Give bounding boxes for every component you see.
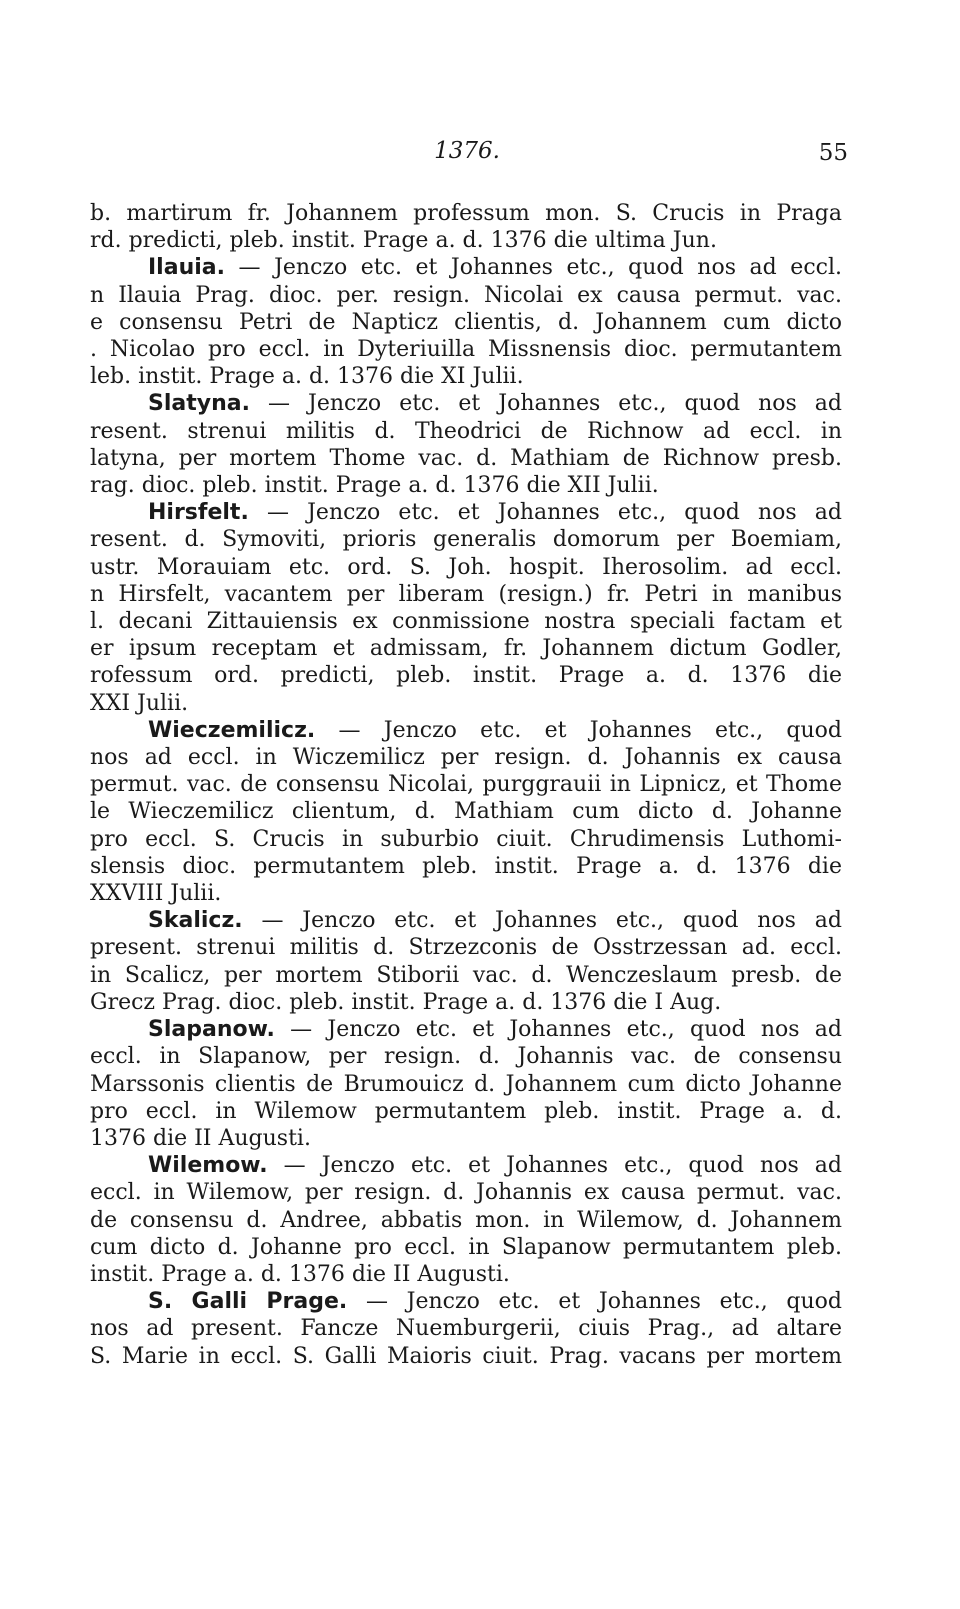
entry-text: — Jenczo etc. et Johannes etc., quod nos ad <box>242 908 842 934</box>
register-entry <box>90 254 842 390</box>
register-entry <box>90 907 842 1016</box>
entry-text: rd. predicti, pleb. instit. Prage a. d. 1376 die ultima Jun. <box>90 228 717 254</box>
text-line <box>90 717 842 744</box>
text-line <box>90 1098 842 1125</box>
register-entry <box>90 499 842 717</box>
entry-heading: Ilauia. <box>148 255 225 281</box>
text-line <box>90 826 842 853</box>
text-line <box>90 1234 842 1261</box>
entry-text: slensis dioc. permutantem pleb. instit. Prage a. d. 1376 die <box>90 853 842 879</box>
text-line <box>90 418 842 445</box>
entry-text: l. decani Zittauiensis ex conmissione nostra speciali factam et <box>90 609 842 635</box>
text-line <box>90 363 842 390</box>
text-line <box>90 1315 842 1342</box>
entry-heading: Hirsfelt. <box>148 500 249 526</box>
register-entry <box>90 200 842 254</box>
text-line <box>90 880 842 907</box>
text-line <box>90 1125 842 1152</box>
running-head <box>86 138 848 174</box>
entry-heading: Slatyna. <box>148 391 250 417</box>
entry-text: S. Marie in eccl. S. Galli Maioris ciuit. Prag. vacans per mortem <box>90 1343 842 1369</box>
text-line <box>90 1071 842 1098</box>
entry-text: — Jenczo etc. et Johannes etc., quod nos ad eccl. <box>224 255 842 281</box>
text-line <box>90 962 842 989</box>
entry-text: in Scalicz, per mortem Stiborii vac. d. Wenczeslaum presb. de <box>90 962 842 988</box>
entry-text: pro eccl. S. Crucis in suburbio ciuit. Chrudimensis Luthomi- <box>90 826 842 852</box>
text-line <box>90 690 842 717</box>
entry-text: n Ilauia Prag. dioc. per. resign. Nicolai ex causa permut. vac. <box>90 282 842 308</box>
entry-text: present. strenui militis d. Strzezconis de Osstrzessan ad. eccl. <box>90 935 842 961</box>
entry-text: rag. dioc. pleb. instit. Prage a. d. 1376 die XII Julii. <box>90 473 659 499</box>
text-line <box>90 798 842 825</box>
entry-text: — Jenczo etc. et Johannes etc., quod nos ad <box>248 500 842 526</box>
text-line <box>90 608 842 635</box>
entry-text: . Nicolao pro eccl. in Dyteriuilla Missnensis dioc. permutantem <box>90 337 842 363</box>
entry-heading: Slapanow. <box>148 1017 275 1043</box>
text-line <box>90 744 842 771</box>
entry-text: rofessum ord. predicti, pleb. instit. Prage a. d. 1376 die <box>90 663 842 689</box>
entry-text: n Hirsfelt, vacantem per liberam (resign.) fr. Petri in manibus <box>90 581 842 607</box>
entry-text: eccl. in Slapanow, per resign. d. Johannis vac. de consensu <box>90 1044 842 1070</box>
text-line <box>90 581 842 608</box>
text-line <box>90 662 842 689</box>
document-body <box>90 200 842 1370</box>
entry-text: b. martirum fr. Johannem professum mon. S. Crucis in Praga <box>90 201 842 226</box>
text-line <box>90 254 842 281</box>
entry-text: leb. instit. Prage a. d. 1376 die XI Julii. <box>90 364 524 390</box>
register-entry <box>90 717 842 907</box>
text-line <box>90 1288 842 1315</box>
page-number: 55 <box>818 140 848 166</box>
text-line <box>90 472 842 499</box>
text-line <box>90 200 842 227</box>
entry-heading: S. Galli Prage. <box>148 1289 348 1315</box>
entry-heading: Skalicz. <box>148 908 243 934</box>
text-line <box>90 635 842 662</box>
entry-text: 1376 die II Augusti. <box>90 1125 311 1151</box>
text-line <box>90 1179 842 1206</box>
entry-text: ustr. Morauiam etc. ord. S. Joh. hospit. Iherosolim. ad eccl. <box>90 554 842 580</box>
text-line <box>90 1016 842 1043</box>
register-entry <box>90 1016 842 1152</box>
text-line <box>90 1207 842 1234</box>
entry-text: pro eccl. in Wilemow permutantem pleb. instit. Prage a. d. <box>90 1098 842 1124</box>
entry-heading: Wieczemilicz. <box>148 717 316 743</box>
entry-text: eccl. in Wilemow, per resign. d. Johannis ex causa permut. vac. <box>90 1180 842 1206</box>
entry-text: cum dicto d. Johanne pro eccl. in Slapanow permutantem pleb. <box>90 1234 842 1260</box>
entry-text: — Jenczo etc. et Johannes etc., quod <box>347 1289 842 1315</box>
text-line <box>90 771 842 798</box>
text-line <box>90 554 842 581</box>
entry-text: resent. strenui militis d. Theodrici de Richnow ad eccl. in <box>90 418 842 444</box>
text-line <box>90 526 842 553</box>
text-line <box>90 282 842 309</box>
text-line <box>90 853 842 880</box>
text-line <box>90 499 842 526</box>
entry-text: — Jenczo etc. et Johannes etc., quod nos ad <box>249 391 842 417</box>
entry-text: de consensu d. Andree, abbatis mon. in Wilemow, d. Johannem <box>90 1207 842 1233</box>
text-line <box>90 934 842 961</box>
text-line <box>90 907 842 934</box>
entry-text: le Wieczemilicz clientum, d. Mathiam cum dicto d. Johanne <box>90 799 842 825</box>
text-line <box>90 1043 842 1070</box>
entry-heading: Wilemow. <box>148 1153 268 1179</box>
entry-text: — Jenczo etc. et Johannes etc., quod nos ad <box>267 1153 842 1179</box>
entry-text: — Jenczo etc. et Johannes etc., quod <box>315 717 842 743</box>
text-line <box>90 336 842 363</box>
entry-text: latyna, per mortem Thome vac. d. Mathiam de Richnow presb. <box>90 445 842 471</box>
entry-text: Marssonis clientis de Brumouicz d. Johannem cum dicto Johanne <box>90 1071 842 1097</box>
register-entry <box>90 1288 842 1370</box>
running-title: 1376. <box>434 138 500 164</box>
entry-text: e consensu Petri de Napticz clientis, d. Johannem cum dicto <box>90 309 842 335</box>
entry-text: permut. vac. de consensu Nicolai, purggrauii in Lipnicz, et Thome <box>90 772 842 798</box>
text-line <box>90 445 842 472</box>
entry-text: nos ad present. Fancze Nuemburgerii, ciuis Prag., ad altare <box>90 1316 842 1342</box>
entry-text: er ipsum receptam et admissam, fr. Johannem dictum Godler, <box>90 636 842 662</box>
text-line <box>90 227 842 254</box>
entry-text: XXI Julii. <box>90 690 189 716</box>
entry-text: Grecz Prag. dioc. pleb. instit. Prage a. d. 1376 die I Aug. <box>90 989 722 1015</box>
text-line <box>90 1343 842 1370</box>
text-line <box>90 390 842 417</box>
text-line <box>90 1261 842 1288</box>
entry-text: nos ad eccl. in Wiczemilicz per resign. d. Johannis ex causa <box>90 745 842 771</box>
text-line <box>90 309 842 336</box>
text-line <box>90 989 842 1016</box>
text-line <box>90 1152 842 1179</box>
register-entry <box>90 1152 842 1288</box>
entry-text: XXVIII Julii. <box>90 881 222 907</box>
entry-text: instit. Prage a. d. 1376 die II Augusti. <box>90 1261 510 1287</box>
register-entry <box>90 390 842 499</box>
entry-text: — Jenczo etc. et Johannes etc., quod nos ad <box>274 1017 842 1043</box>
entry-text: resent. d. Symoviti, prioris generalis domorum per Boemiam, <box>90 527 842 553</box>
